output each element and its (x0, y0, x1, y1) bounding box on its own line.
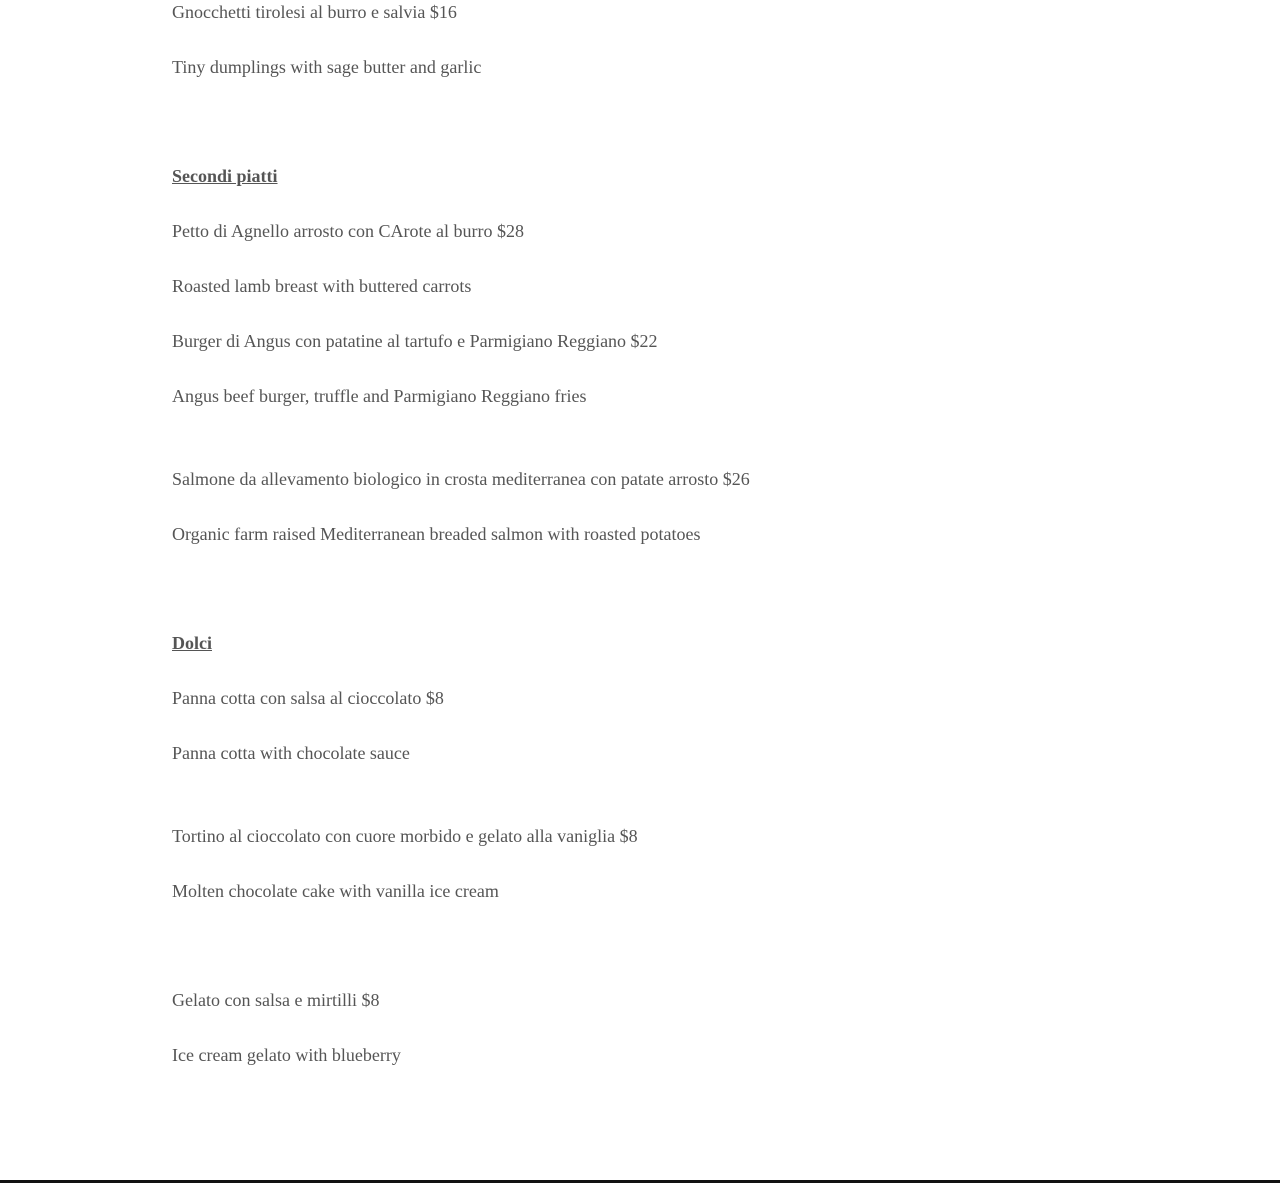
menu-item-english: Panna cotta with chocolate sauce (172, 743, 410, 763)
menu-content (172, 0, 1172, 1183)
menu-item-english: Tiny dumplings with sage butter and garlic (172, 57, 482, 77)
menu-item-italian: Gnocchetti tirolesi al burro e salvia $16 (172, 2, 457, 22)
menu-item-italian: Burger di Angus con patatine al tartufo e Parmigiano Reggiano $22 (172, 331, 658, 351)
menu-item-italian: Panna cotta con salsa al cioccolato $8 (172, 688, 444, 708)
section-heading-secondi: Secondi piatti (172, 166, 278, 186)
menu-item-english: Molten chocolate cake with vanilla ice cream (172, 881, 499, 901)
menu-item-english: Roasted lamb breast with buttered carrots (172, 276, 472, 296)
menu-item-italian: Tortino al cioccolato con cuore morbido e gelato alla vaniglia $8 (172, 826, 638, 846)
menu-item-italian: Salmone da allevamento biologico in crosta mediterranea con patate arrosto $26 (172, 469, 750, 489)
menu-item-english: Angus beef burger, truffle and Parmigiano Reggiano fries (172, 386, 587, 406)
menu-item-english: Organic farm raised Mediterranean breaded salmon with roasted potatoes (172, 524, 701, 544)
menu-item-english: Ice cream gelato with blueberry (172, 1045, 401, 1065)
menu-item-italian: Petto di Agnello arrosto con CArote al burro $28 (172, 221, 524, 241)
menu-item-italian: Gelato con salsa e mirtilli $8 (172, 990, 380, 1010)
section-heading-dolci: Dolci (172, 633, 212, 653)
